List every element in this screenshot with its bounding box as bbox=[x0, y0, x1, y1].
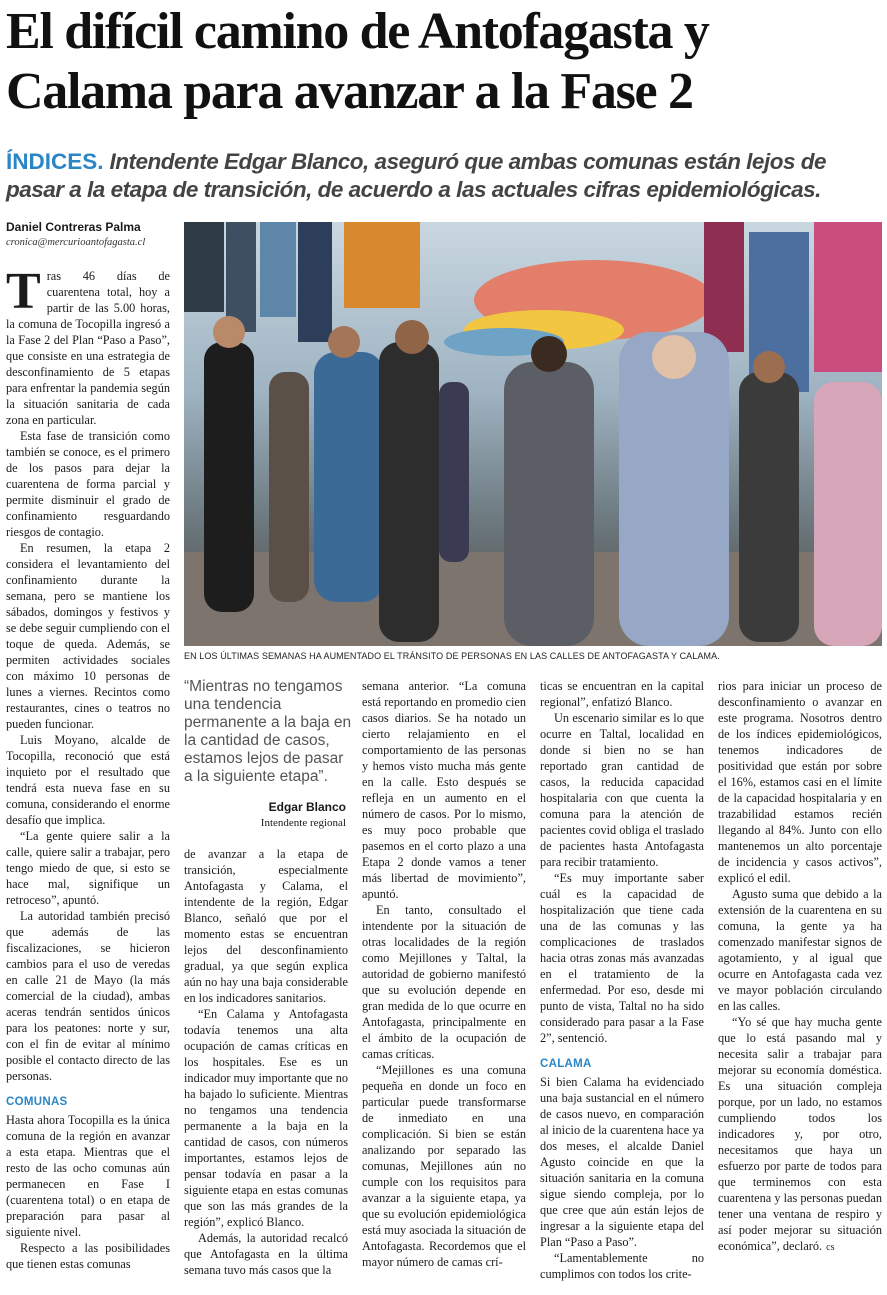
pull-quote: “Mientras no tengamos una tendencia permanente a la baja en la cantidad de casos, estamos lejos de pasar a la siguiente etapa”. bbox=[184, 678, 352, 785]
col3-paragraph-2: En tanto, consultado el intendente por la situación de otras localidades de la región como Mejillones y Taltal, la autoridad de gobierno manifestó que su evolución depende en gran medida de lo que ocurre en Antofagasta, principalmente en el ámbito de la ocupación de camas críticas. bbox=[362, 903, 526, 1061]
kicker bbox=[6, 148, 884, 204]
pull-quote-attribution bbox=[184, 800, 346, 829]
col2-paragraph-1: de avanzar a la etapa de transición, especialmente Antofagasta y Calama, el intendente de la región, Edgar Blanco, señaló que por el momento estas se encuentran lejos del desconfinamiento gradual, ya que según explica aún no hay una baja considerable en los indicadores sanitarios. bbox=[184, 847, 348, 1005]
col2-paragraph-2: “En Calama y Antofagasta todavía tenemos una alta ocupación de camas críticas en los hospitales. Ese es un indicador muy importante que no ha bajado lo suficiente. Mientras no tengamos una tendencia permanente a la baja en la cantidad de casos, con números importantes, estamos lejos de pensar todavía en pasar a la siguiente etapa en estas comunas que son las más grandes de la región”, explicó Blanco. bbox=[184, 1007, 348, 1229]
article-column-1 bbox=[6, 263, 170, 1272]
drop-cap: T bbox=[6, 263, 41, 320]
byline-author: Daniel Contreras Palma bbox=[6, 220, 141, 234]
col1-paragraph-5: “La gente quiere salir a la calle, quiere salir a trabajar, pero tengo miedo de que, si esto se hace mal, signifique un retroceso”, apuntó. bbox=[6, 829, 170, 907]
pull-quote-author: Edgar Blanco bbox=[268, 800, 346, 814]
article-column-3 bbox=[362, 678, 526, 1270]
col1-paragraph-7: Hasta ahora Tocopilla es la única comuna de la región en avanzar a esta etapa. Mientras que el resto de las ocho comunas aún permanecen en Fase I (cuarentena total) o en etapa de preparación para pasar al siguiente nivel. bbox=[6, 1113, 170, 1239]
col5-paragraph-1: rios para iniciar un proceso de desconfinamiento o avanzar en este programa. Nosotros dentro de los índices epidemiológicos, tenemos indicadores de positividad que están por sobre el 16%, estamos casi en el límite de la capacidad hospitalaria y en trazabilidad estamos recién llegando al 84%. Junto con ello mantenemos un alto porcentaje de incidencia y casos activos”, explicó el edil. bbox=[718, 679, 882, 885]
col3-paragraph-3: “Mejillones es una comuna pequeña en donde un foco en particular puede transformarse de inmediato en una complicación. Si bien se están analizando por separado las comunas, Mejillones aún no cumple con los requisitos para avanzar a la siguiente etapa, ya que su evolución epidemiológica está muy asociada la situación de Antofagasta. Recordemos que el mayor número de camas crí- bbox=[362, 1063, 526, 1269]
col3-paragraph-1: semana anterior. “La comuna está reportando en promedio cien casos diarios. Se ha notado un cierto relajamiento en el comportamiento de las personas y hemos visto mucha más gente en la calle. Esto después se refleja en un aumento en el número de casos. Por lo mismo, es muy poco probable que pasemos en el corto plazo a una Etapa 2 donde vamos a tener más libertad de movimiento”, apuntó. bbox=[362, 679, 526, 901]
col4-paragraph-2: Un escenario similar es lo que ocurre en Taltal, localidad en donde si bien no se han reportado gran cantidad de casos, la reducida capacidad hospitalaria con que cuenta la comuna para la atención de pacientes covid obliga el traslado de pacientes hasta Antofagasta para recibir tratamiento. bbox=[540, 711, 704, 869]
article-column-4 bbox=[540, 678, 704, 1282]
street-market-photo bbox=[184, 222, 882, 646]
end-mark: cs bbox=[826, 1242, 835, 1253]
col5-paragraph-2: Agusto suma que debido a la extensión de la cuarentena en su comuna, la gente ya ha comenzado manifestar signos de agotamiento, y al igual que ocurre en Antofagasta cada vez ve mayor población circulando en las calles. bbox=[718, 887, 882, 1013]
col1-paragraph-4: Luis Moyano, alcalde de Tocopilla, reconoció que está inquieto por el resultado que tendrá esta nueva fase en su comuna, considerando el enorme desafío que implica. bbox=[6, 733, 170, 827]
col1-paragraph-6: La autoridad también precisó que además de las fiscalizaciones, se hicieron cambios para el uso de veredas en calle 21 de Mayo (la más comercial de la ciudad), ambas aceras tendrán sentidos únicos para los peatones: norte y sur, con el fin de evitar al mínimo posible el contacto directo de las personas. bbox=[6, 909, 170, 1083]
col1-paragraph-2: Esta fase de transición como también se conoce, es el primero de los pasos para dejar la cuarentena de forma parcial y permite disminuir el grado de confinamiento resguardando riesgos de contagio. bbox=[6, 429, 170, 539]
subhead-calama: CALAMA bbox=[540, 1058, 592, 1070]
photo-caption: EN LOS ÚLTIMAS SEMANAS HA AUMENTADO EL TRÁNSITO DE PERSONAS EN LAS CALLES DE ANTOFAGASTA Y CALAMA. bbox=[184, 651, 720, 661]
subhead-comunas: COMUNAS bbox=[6, 1096, 68, 1108]
headline: El difícil camino de Antofagasta y Calama para avanzar a la Fase 2 bbox=[6, 3, 709, 120]
photo-illustration bbox=[184, 222, 882, 646]
article-column-2 bbox=[184, 846, 348, 1278]
col1-paragraph-1 bbox=[6, 263, 170, 428]
byline-email: cronica@mercurioantofagasta.cl bbox=[6, 237, 146, 248]
col4-paragraph-1: ticas se encuentran en la capital regional”, enfatizó Blanco. bbox=[540, 679, 704, 709]
col4-paragraph-4: Si bien Calama ha evidenciado una baja sustancial en el número de casos nuevo, en comparación al inicio de la cuarentena hace ya dos meses, el alcalde Daniel Agusto coincide en que la situación sanitaria en la comuna sigue siendo compleja, por lo que cree que aún están lejos de ingresar a la siguiente etapa del Plan “Paso a Paso”. bbox=[540, 1075, 704, 1249]
col1-paragraph-3: En resumen, la etapa 2 considera el levantamiento del confinamiento durante la semana, pero se mantiene los sábados, domingos y festivos y se debe seguir cumpliendo con el toque de queda. Además, se permiten actividades sociales con máximo 10 personas de lunes a viernes. Recintos como restaurantes, cines o teatros no pueden funcionar. bbox=[6, 541, 170, 731]
article-column-5 bbox=[718, 678, 882, 1256]
col2-paragraph-3: Además, la autoridad recalcó que Antofagasta en la última semana tuvo más casos que la bbox=[184, 1231, 348, 1277]
col1-p1-text: ras 46 días de cuarentena total, hoy a partir de las 5.00 horas, la comuna de Tocopilla ingresó a la Fase 2 del Plan “Paso a Paso”, que consiste en una estrategia de desconfinamiento de 5 etapas para enfrentar la pandemia según la situación sanitaria de cada zona en particular. bbox=[6, 269, 170, 427]
byline bbox=[6, 220, 176, 248]
kicker-tag: ÍNDICES. bbox=[6, 149, 104, 174]
col5-paragraph-3 bbox=[718, 1014, 882, 1256]
pull-quote-role: Intendente regional bbox=[260, 817, 346, 829]
col4-paragraph-5: “Lamentablemente no cumplimos con todos los crite- bbox=[540, 1251, 704, 1281]
col4-paragraph-3: “Es muy importante saber cuál es la capacidad de hospitalización que tiene cada una de las comunas y las complicaciones de traslados hacia otras zonas más avanzadas en el tratamiento de la enfermedad. Por eso, desde mi punto de vista, Taltal no ha sido considerado para pasar a la Fase 2”, sentenció. bbox=[540, 871, 704, 1045]
kicker-text: Intendente Edgar Blanco, aseguró que ambas comunas están lejos de pasar a la etapa de transición, de acuerdo a las actuales cifras epidemiológicas. bbox=[6, 149, 826, 202]
col5-p3-text: “Yo sé que hay mucha gente que lo está pasando mal y necesita salir a trabajar para mejorar su economía doméstica. Es una situación compleja porque, por un lado, no estamos cumpliendo todos los indicadores y, por otro, necesitamos que haya un esfuerzo por parte de todos para que terminemos con esta cuarentena y las personas puedan tener una ventana de respiro y así poder mejorar su situación económica”, declaró. bbox=[718, 1015, 882, 1253]
col1-paragraph-8: Respecto a las posibilidades que tienen estas comunas bbox=[6, 1241, 170, 1271]
